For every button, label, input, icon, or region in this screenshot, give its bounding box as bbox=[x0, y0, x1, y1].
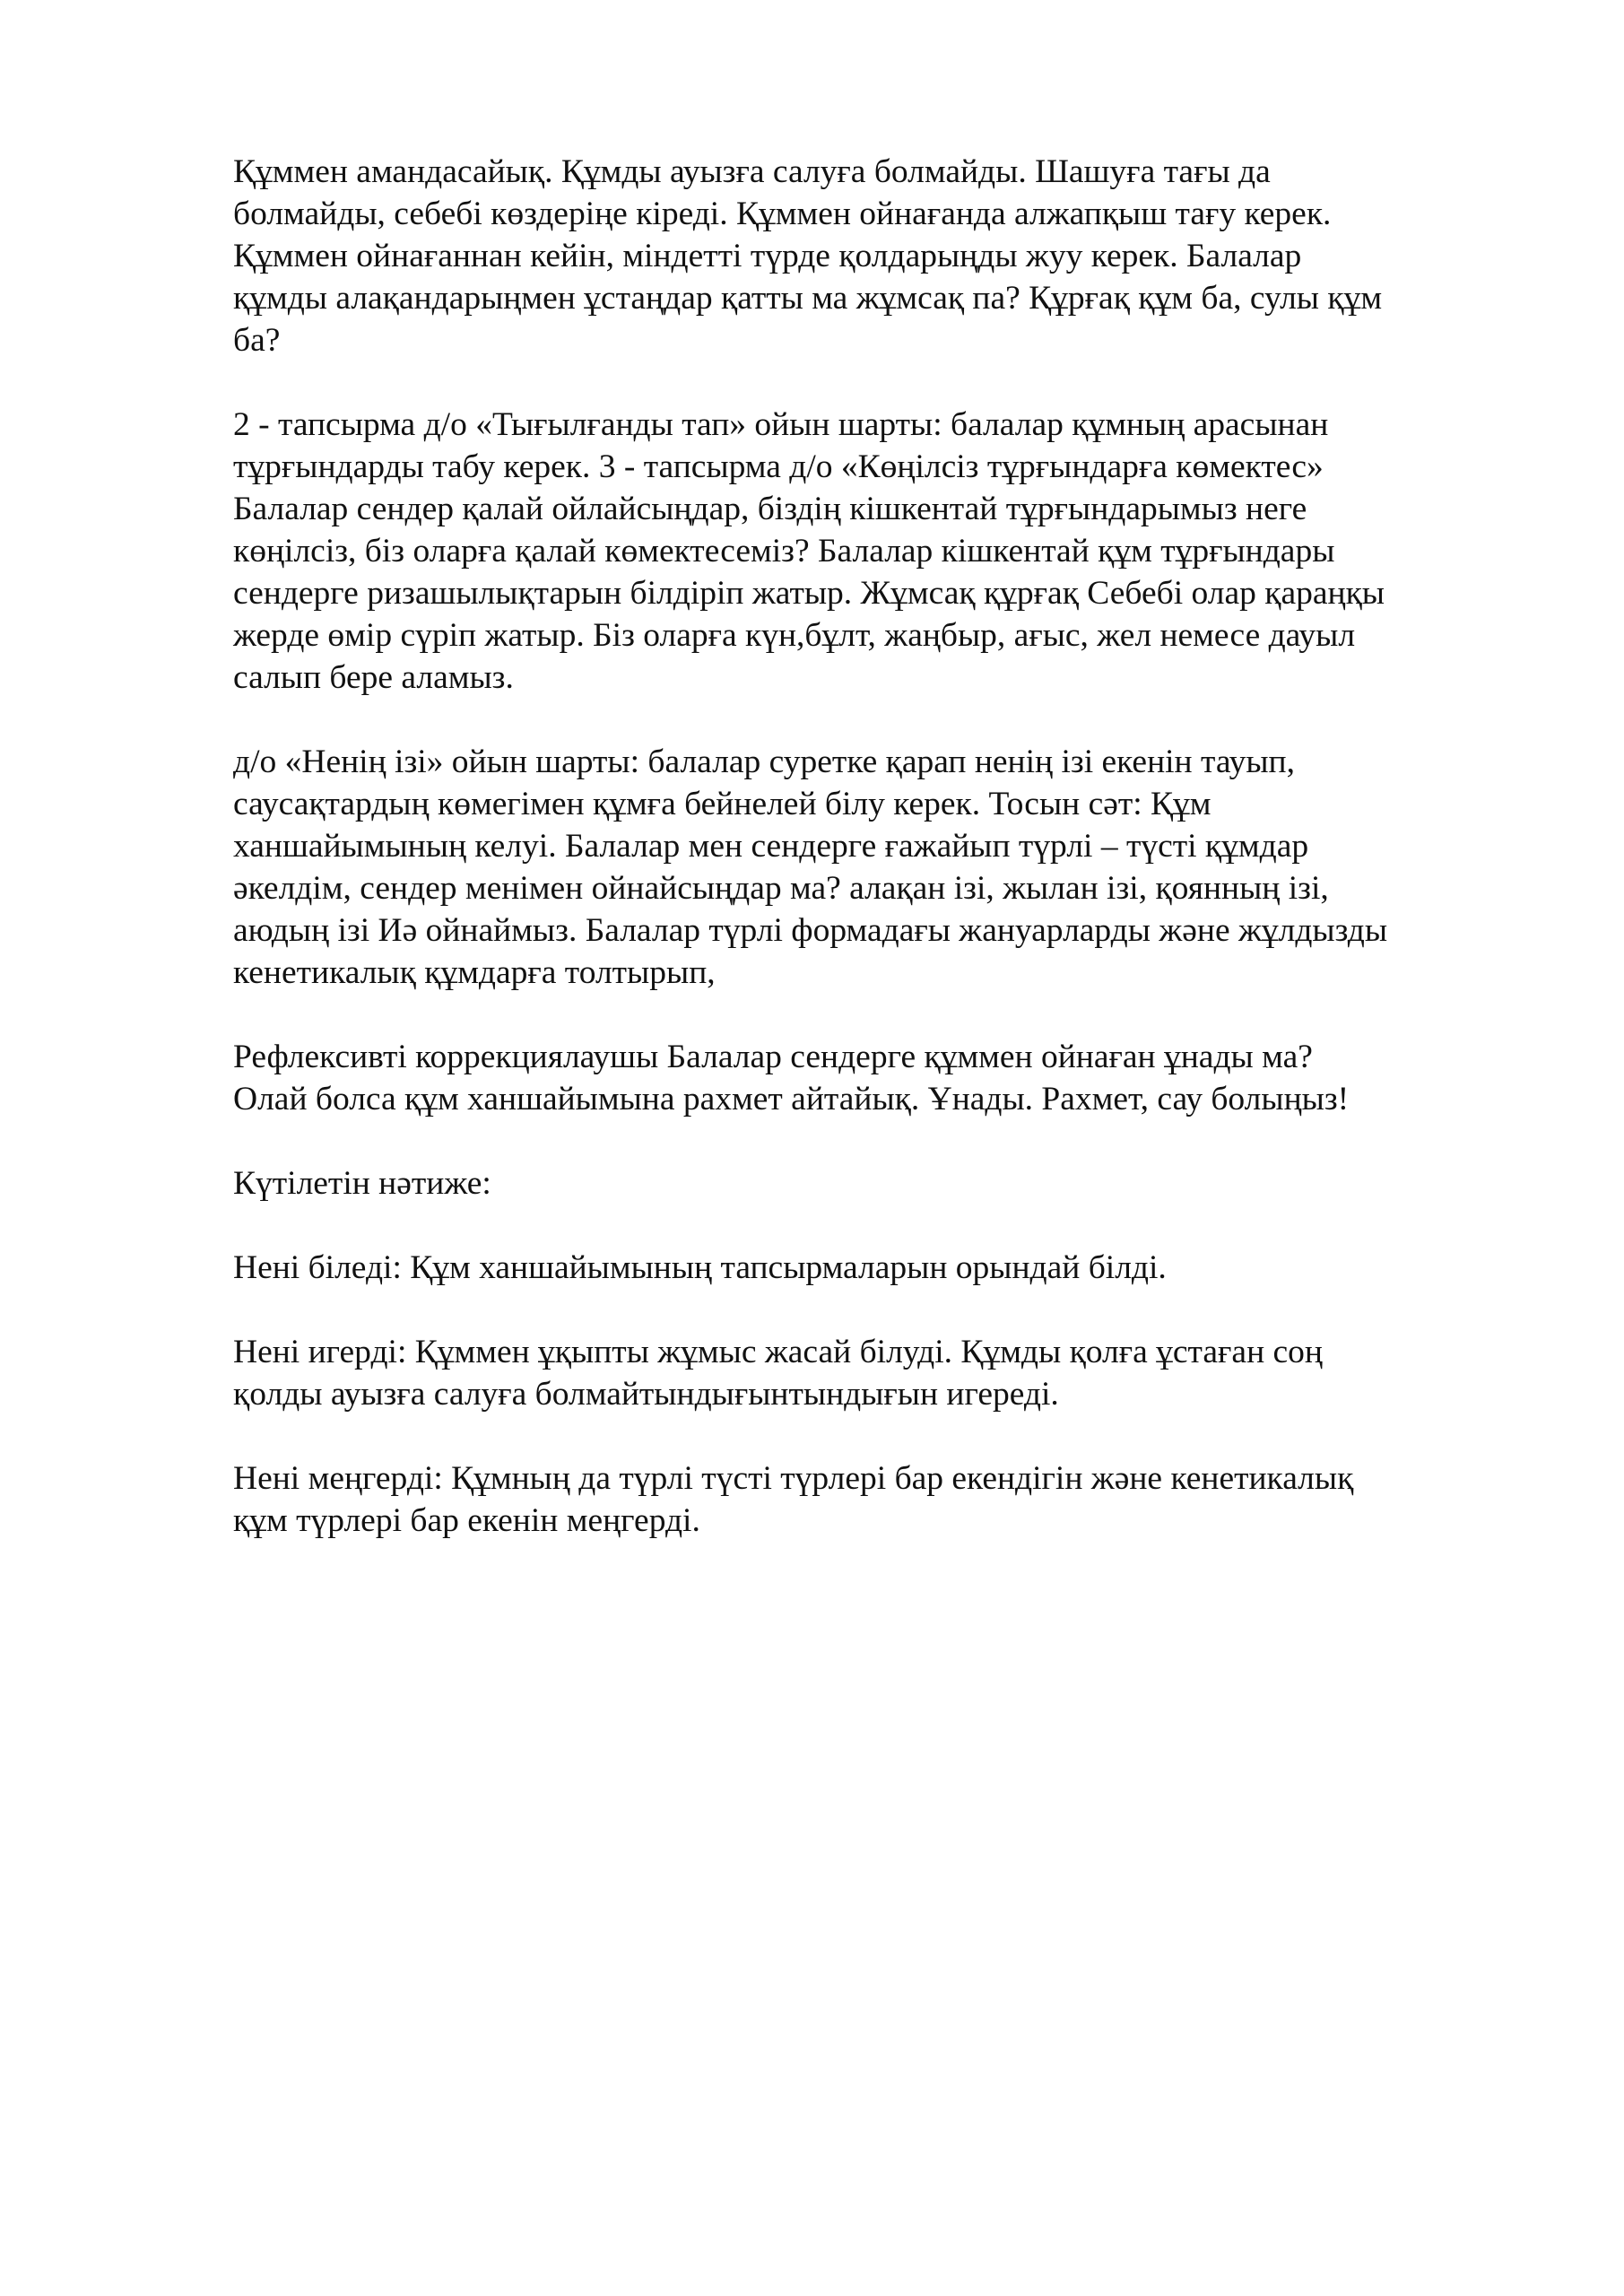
text-line: Нені біледі: Құм ханшайымының тапсырмаларын орындай білді. bbox=[233, 1249, 1167, 1286]
text-line: Күтілетін нәтиже: bbox=[233, 1165, 491, 1202]
text-line: жерде өмір сүріп жатыр. Біз оларға күн,бұлт, жаңбыр, ағыс, жел немесе дауыл bbox=[233, 617, 1356, 654]
text-line: Нені игерді: Құммен ұқыпты жұмыс жасай білуді. Құмды қолға ұстаған соң bbox=[233, 1334, 1323, 1370]
text-line: Рефлексивті коррекциялаушы Балалар сендерге құммен ойнаған ұнады ма? bbox=[233, 1039, 1313, 1075]
paragraph-task-2-3 bbox=[233, 404, 1524, 699]
text-line: болмайды, себебі көздеріңе кіреді. Құммен ойнағанда алжапқыш тағу керек. bbox=[233, 196, 1332, 232]
text-line: Олай болса құм ханшайымына рахмет айтайық. Ұнады. Рахмет, сау болыңыз! bbox=[233, 1081, 1350, 1118]
expected-result-heading bbox=[233, 1162, 1524, 1205]
text-line: Құммен амандасайық. Құмды ауызға салуға болмайды. Шашуға тағы да bbox=[233, 153, 1271, 190]
text-line: құмды алақандарыңмен ұстаңдар қатты ма жұмсақ па? Құрғақ құм ба, сулы құм bbox=[233, 280, 1383, 317]
text-line: сендерге ризашылықтарын білдіріп жатыр. Жұмсақ құрғақ Себебі олар қараңқы bbox=[233, 575, 1385, 612]
text-line: д/о «Ненің ізі» ойын шарты: балалар суретке қарап ненің ізі екенін тауып, bbox=[233, 744, 1295, 780]
text-line: ханшайымының келуі. Балалар мен сендерге ғажайып түрлі – түсті құмдар bbox=[233, 828, 1309, 865]
text-line: Балалар сендер қалай ойлайсыңдар, біздің кішкентай тұрғындарымыз неге bbox=[233, 491, 1307, 527]
paragraph-reflection bbox=[233, 1036, 1524, 1120]
paragraph-knows bbox=[233, 1247, 1524, 1289]
text-line: 2 - тапсырма д/о «Тығылғанды тап» ойын шарты: балалар құмның арасынан bbox=[233, 406, 1329, 443]
text-line: әкелдім, сендер менімен ойнайсыңдар ма? алақан ізі, жылан ізі, қоянның ізі, bbox=[233, 870, 1329, 907]
text-line: аюдың ізі Иә ойнаймыз. Балалар түрлі формадағы жануарларды және жұлдызды bbox=[233, 912, 1388, 949]
text-line: Нені меңгерді: Құмның да түрлі түсті түрлері бар екендігін және кенетикалық bbox=[233, 1460, 1354, 1497]
text-line: құм түрлері бар екенін меңгерді. bbox=[233, 1502, 700, 1539]
paragraph-mastered-skill bbox=[233, 1331, 1524, 1415]
paragraph-acquired bbox=[233, 1457, 1524, 1542]
text-line: көңілсіз, біз оларға қалай көмектесеміз? Балалар кішкентай құм тұрғындары bbox=[233, 533, 1335, 570]
text-line: салып бере аламыз. bbox=[233, 659, 514, 696]
text-line: саусақтардың көмегімен құмға бейнелей білу керек. Тосын сәт: Құм bbox=[233, 786, 1211, 822]
text-line: кенетикалық құмдарға толтырып, bbox=[233, 954, 716, 991]
text-line: тұрғындарды табу керек. 3 - тапсырма д/о «Көңілсіз тұрғындарға көмектес» bbox=[233, 448, 1324, 485]
text-line: қолды ауызға салуға болмайтындығынтындығын игереді. bbox=[233, 1376, 1059, 1413]
paragraph-game-footprint bbox=[233, 741, 1524, 994]
text-line: Құммен ойнағаннан кейін, міндетті түрде қолдарыңды жуу керек. Балалар bbox=[233, 238, 1302, 274]
document-page bbox=[233, 151, 1524, 1542]
text-line: ба? bbox=[233, 322, 281, 359]
paragraph-intro bbox=[233, 151, 1524, 361]
